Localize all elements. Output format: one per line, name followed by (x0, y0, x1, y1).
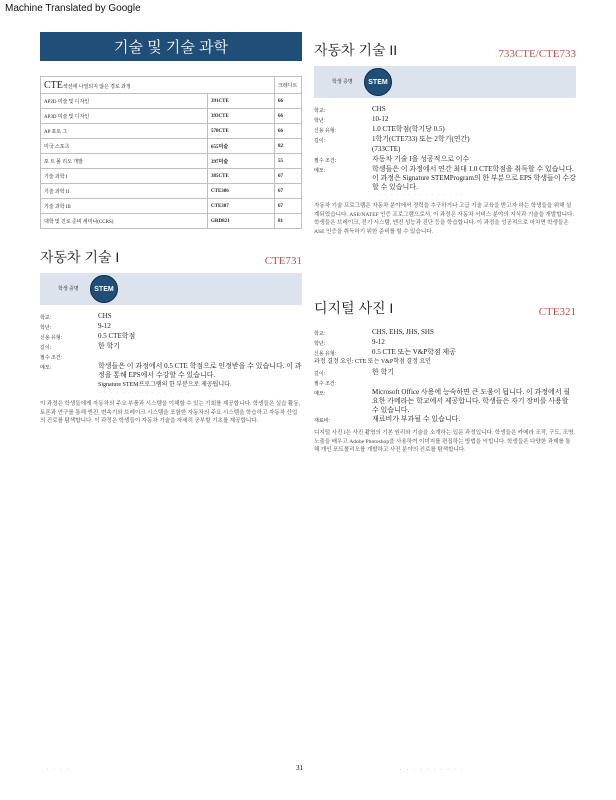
course-description: 자동차 기술 프로그램은 자동차 분야에서 경력을 추구하거나 고급 기술 교육을 받고자 하는 학생들을 위해 설계되었습니다. ASE/NATEF 인증 프로그램으로서, 이 과정은 자동차 서비스 분야의 지식과 기술을 개발합니다. 학생들은 브레이크, 전기 시스템, 엔진 성능과 진단 등을 학습합니다. 이 과정을 성공적으로 마치면 학생들은 ASE 인증을 취득하기 위한 준비를 할 수 있습니다. (314, 203, 574, 235)
course-code-cell: 393CTE (208, 109, 275, 124)
field-value: 1학기(CTE733) 또는 2학기(연간) (372, 135, 470, 143)
field-key: 신용 유형: (40, 335, 63, 341)
course-code: CTE731 (264, 255, 302, 267)
course-title-row (314, 298, 576, 318)
field-value (372, 378, 576, 388)
field-row (40, 332, 302, 342)
band-label: 학생 증명 (58, 285, 79, 292)
program-table-row (41, 214, 302, 229)
program-table-header (41, 77, 302, 94)
note-fine: ᆞᆞᆞᆞᆞᆞᆞᆞᆞᆞᆞᆞᆞᆞᆞᆞ (98, 390, 192, 395)
field-key (314, 145, 372, 155)
field-value: 0.5 CTE학점 (98, 332, 136, 340)
program-table-row (41, 169, 302, 184)
field-key: 학교: (40, 315, 52, 321)
course-code: CTE321 (538, 306, 576, 318)
page-number: 31 (296, 764, 303, 772)
field-row (314, 135, 576, 145)
field-key: 학교: (314, 108, 326, 114)
section-banner (40, 32, 302, 61)
footer-right: ᆞᆞᆞᆞᆞᆞᆞᆞᆞᆞ (398, 768, 467, 773)
note: Signature STEM프로그램의 한 부분으로 제공됩니다. (98, 382, 232, 388)
course-title-row (314, 40, 576, 60)
course-fields (314, 105, 576, 192)
field-key: 길이: (314, 371, 326, 377)
program-table-row (41, 109, 302, 124)
field-value: Microsoft Office 사용에 능숙하면 큰 도움이 됩니다. 이 과정에서 필요한 카메라는 학교에서 제공합니다. 학생들은 자기 장비를 사용할 수 있습니다. (372, 388, 571, 414)
course-title: 자동차 기술 II (314, 42, 398, 58)
program-table-row (41, 139, 302, 154)
field-row (40, 312, 302, 322)
course-code-cell: CTE386 (208, 184, 275, 199)
field-value: CHS, EHS, JHS, SHS (372, 328, 434, 336)
section-banner-text: 기술 및 기술 과학 (114, 39, 228, 56)
field-value: (733CTE) (372, 145, 401, 153)
program-table-row (41, 184, 302, 199)
course-code-cell: 397미술 (208, 154, 275, 169)
band-label: 학생 증명 (332, 78, 353, 85)
course-title-row (40, 247, 302, 267)
course-code: 733CTE/CTE733 (498, 48, 576, 60)
credits-cell: 67 (275, 184, 302, 199)
course-code-cell: 655미술 (208, 139, 275, 154)
field-key: 학년: (314, 341, 326, 347)
header-prefix: CTE (44, 79, 63, 91)
field-key: 필수 조건: (314, 158, 337, 164)
course-code-cell: GRD821 (208, 214, 275, 229)
field-key: 학교: (314, 331, 326, 337)
note-fine: ᆞᆞᆞᆞᆞᆞᆞᆞᆞᆞᆞᆞᆞᆞᆞᆞ (372, 192, 466, 197)
stem-badge-icon: STEM (364, 68, 392, 96)
field-value: CHS (98, 312, 112, 320)
course-description: 이 과정은 학생들에게 자동차의 주요 부품과 시스템을 이해할 수 있는 기회를 제공합니다. 학생들은 실습 활동, 토론과 연구를 통해 엔진, 변속기와 브레이크 시스템을 포함한 자동차의 주요 시스템을 학습하고 자동차 산업의 진로를 탐색합니다. 이 과정은 학생들이 자동차 기술을 자세히 공부할 기초를 제공합니다. (40, 401, 301, 424)
course-name: 미국 스포츠 (41, 139, 208, 154)
course-fields (314, 328, 576, 358)
course-description: 디지털 사진 I은 사진 촬영의 기본 원리와 기술을 소개하는 입문 과정입니다. 학생들은 카메라 조작, 구도, 조명, 노출을 배우고 Adobe Photoshop을 사용하여 이미지를 편집하는 방법을 익힙니다. 학생들은 다양한 과제를 통해 개인 포트폴리오를 개발하고 사진 분야의 진로를 탐색합니다. (314, 430, 575, 453)
field-value: CHS (372, 105, 386, 113)
credits-cell: 66 (275, 109, 302, 124)
course-code-cell: 391CTE (208, 94, 275, 109)
field-row (314, 125, 576, 135)
course-name: AP3D 미술 및 디자인 (41, 109, 208, 124)
program-table-row (41, 94, 302, 109)
field-value (98, 352, 302, 362)
credits-cell: 82 (275, 139, 302, 154)
field-key: 길이: (314, 138, 326, 144)
field-row (314, 115, 576, 125)
course-code-cell: CTE387 (208, 199, 275, 214)
field-value: 한 학기 (372, 368, 395, 376)
field-value: 학생들은 이 과정에서 연간 최대 1.0 CTE학점을 취득할 수 있습니다. 이 과정은 Signature STEMProgram의 한 부분으로 EPS 학생들이 수강할 수 있습니다. (372, 165, 576, 191)
field-row (314, 348, 576, 358)
field-row (40, 352, 302, 362)
field-key: 신용 유형: (314, 128, 337, 134)
field-key: 메모: (40, 365, 52, 371)
field-row (314, 388, 576, 415)
stem-badge-icon: STEM (90, 275, 118, 303)
field-key: 길이: (40, 345, 52, 351)
left-column (40, 32, 302, 426)
course-name: 기술 과학 I (41, 169, 208, 184)
field-row (314, 368, 576, 378)
field-value: 재료비가 부과될 수 있습니다. (372, 415, 461, 423)
course-digital-photo-1 (314, 298, 576, 455)
field-value: 1.0 CTE학점(학기당 0.5) (372, 125, 445, 133)
course-band (40, 273, 302, 305)
course-name: AP 포토 그 (41, 124, 208, 139)
field-value: 0.5 CTE 또는 V&P학점 제공 (372, 348, 456, 356)
field-value: 10-12 (372, 115, 389, 123)
field-row (314, 105, 576, 115)
field-row (40, 362, 302, 380)
header-text: 섹션에 나열되지 않은 경로 과정 (62, 84, 131, 90)
course-fields-2 (314, 368, 576, 425)
field-value: 9-12 (98, 322, 111, 330)
course-title: 자동차 기술 I (40, 249, 120, 265)
field-key: 필수 조건: (314, 381, 337, 387)
right-column (314, 32, 576, 455)
watermark: Machine Translated by Google (5, 3, 141, 14)
field-key: 필수 조건: (40, 355, 63, 361)
field-row (314, 338, 576, 348)
field-row (314, 378, 576, 388)
course-notes (98, 380, 302, 396)
course-name: 대학 및 진로 준비 세미나(CCRS) (41, 214, 208, 229)
course-name: 기술 과학 II (41, 184, 208, 199)
course-full-line (314, 358, 576, 368)
course-band (314, 66, 576, 98)
program-table-row (41, 199, 302, 214)
credits-cell: 55 (275, 154, 302, 169)
field-key: 메모: (314, 168, 326, 174)
program-table-header-cell (41, 77, 275, 94)
footer-left: ᆞᆞᆞᆞ (45, 768, 73, 773)
field-key: 메모: (314, 391, 326, 397)
field-row (40, 322, 302, 332)
credits-cell: 67 (275, 199, 302, 214)
program-table-row (41, 124, 302, 139)
field-row (314, 165, 576, 192)
field-row (314, 415, 576, 425)
course-name: 포 트 폴 리오 개발 (41, 154, 208, 169)
course-automotive-1 (40, 247, 302, 426)
program-table-row (41, 154, 302, 169)
field-key: 학년: (314, 118, 326, 124)
program-table (40, 76, 302, 229)
field-value: 자동차 기술 I을 성공적으로 이수 (372, 155, 470, 163)
course-fields (40, 312, 302, 380)
field-row (314, 145, 576, 155)
course-name: AP2D 미술 및 디자인 (41, 94, 208, 109)
course-name: 기술 과학 III (41, 199, 208, 214)
credits-header: 크레디트 (275, 77, 302, 94)
credits-cell: 81 (275, 214, 302, 229)
field-value: 한 학기 (98, 342, 121, 350)
field-row (314, 155, 576, 165)
credits-cell: 66 (275, 124, 302, 139)
field-row (314, 328, 576, 338)
field-key: 재료비: (314, 418, 330, 424)
field-row-full: 과정 결정 요인: CTE 또는 V&P학점 결정 요인 (314, 359, 431, 365)
course-automotive-2 (314, 40, 576, 236)
credits-cell: 66 (275, 94, 302, 109)
course-title: 디지털 사진 I (314, 300, 394, 316)
field-key: 학년: (40, 325, 52, 331)
field-value: 학생들은 이 과정에서 0.5 CTE 학점으로 인정받을 수 있습니다. 이 과정을 통해 EPS에서 수강할 수 있습니다. (98, 362, 302, 379)
field-row (40, 342, 302, 352)
course-code-cell: 385CTE (208, 169, 275, 184)
course-code-cell: 578CTE (208, 124, 275, 139)
field-key: 신용 유형: (314, 351, 337, 357)
field-value: 9-12 (372, 338, 385, 346)
credits-cell: 67 (275, 169, 302, 184)
